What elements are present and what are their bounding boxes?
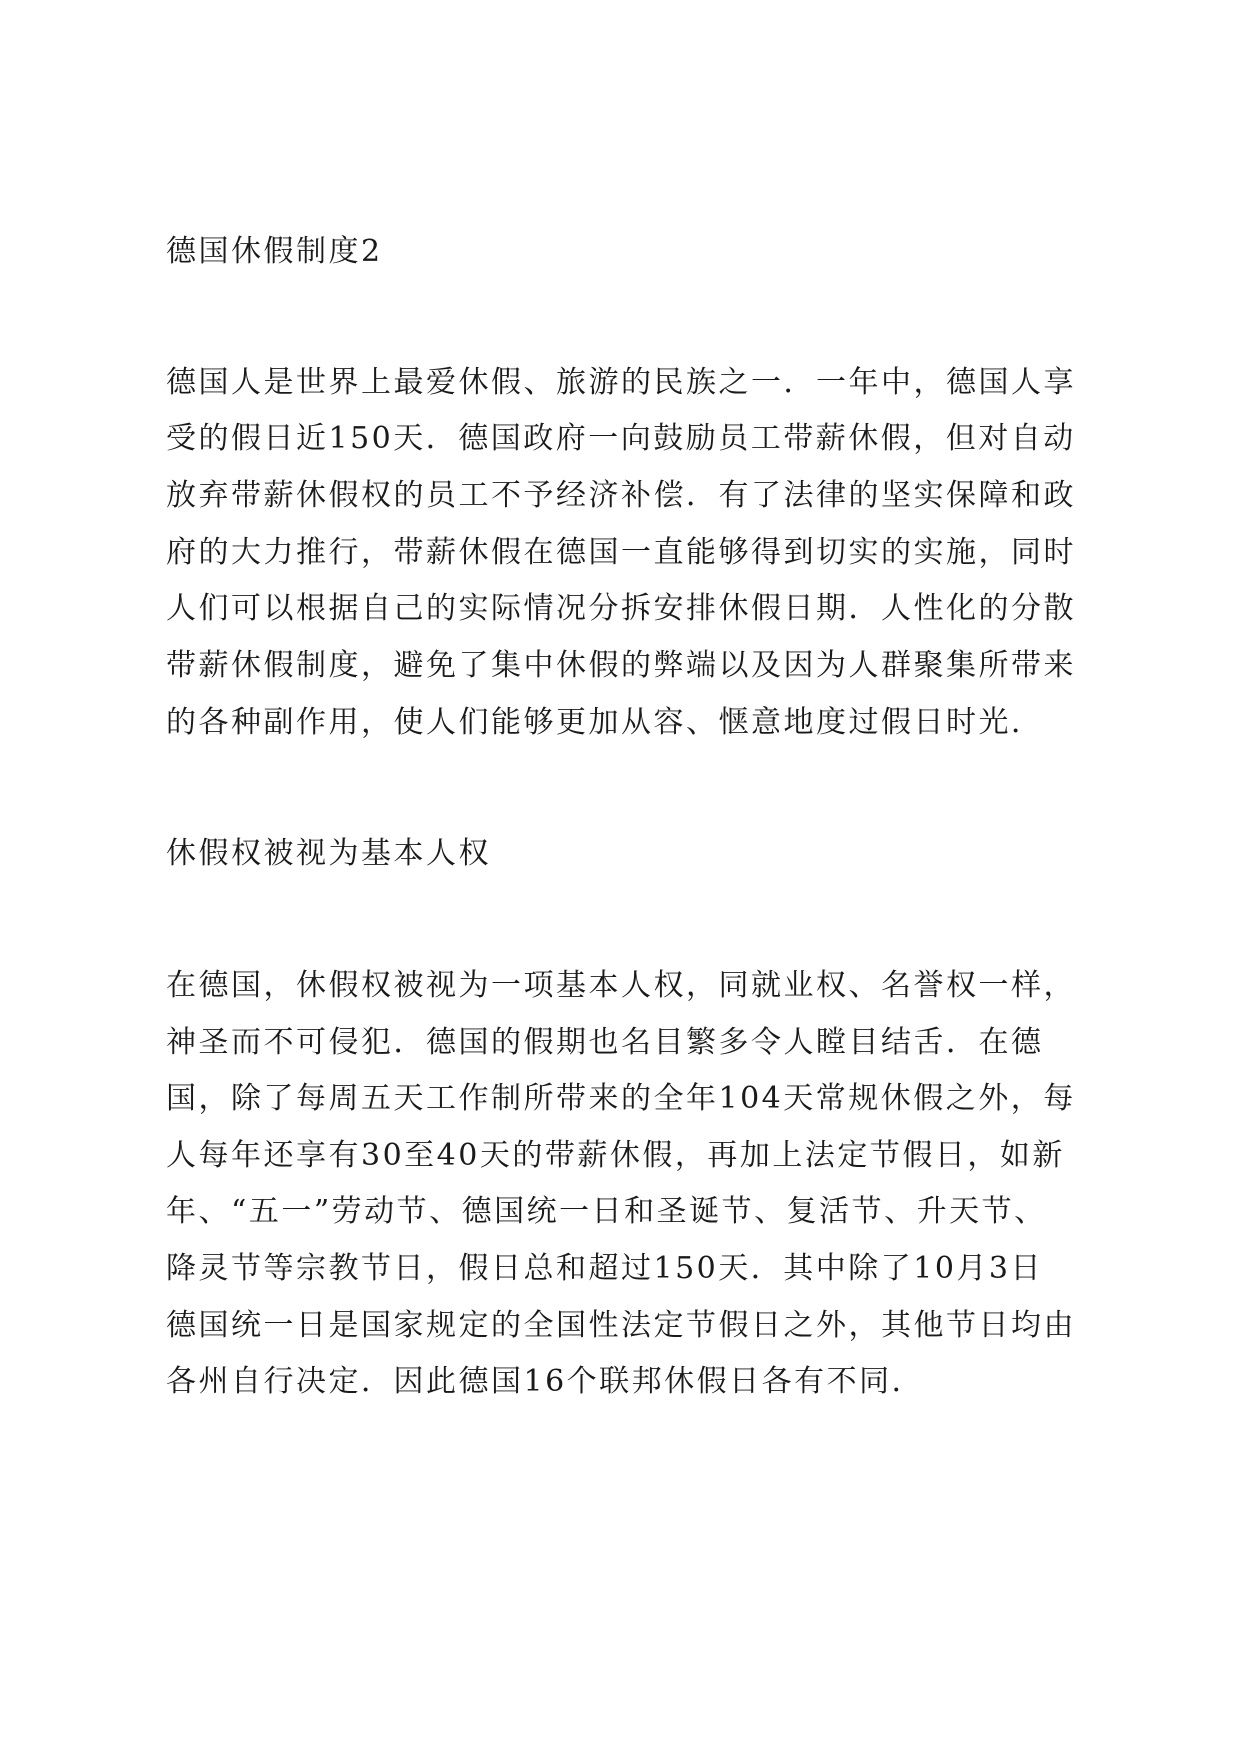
paragraph-line: 各州自行决定．因此德国16个联邦休假日各有不同．	[166, 1364, 925, 1399]
paragraph-line: 在德国，休假权被视为一项基本人权，同就业权、名誉权一样，	[166, 968, 1076, 1003]
paragraph-line: 的各种副作用，使人们能够更加从容、惬意地度过假日时光．	[166, 705, 1044, 740]
section-heading: 休假权被视为基本人权	[166, 836, 491, 871]
paragraph-line: 人每年还享有30至40天的带薪休假，再加上法定节假日，如新	[166, 1138, 1065, 1173]
paragraph-line: 德国人是世界上最爱休假、旅游的民族之一．一年中，德国人享	[166, 365, 1076, 400]
paragraph-line: 受的假日近150天．德国政府一向鼓励员工带薪休假，但对自动	[166, 421, 1076, 456]
paragraph-line: 神圣而不可侵犯．德国的假期也名目繁多令人瞠目结舌．在德	[166, 1025, 1044, 1060]
paragraph-line: 国，除了每周五天工作制所带来的全年104天常规休假之外，每	[166, 1081, 1076, 1116]
paragraph-line: 降灵节等宗教节日，假日总和超过150天．其中除了10月3日	[166, 1251, 1044, 1286]
paragraph-line: 人们可以根据自己的实际情况分拆安排休假日期．人性化的分散	[166, 591, 1076, 626]
paragraph-line: 府的大力推行，带薪休假在德国一直能够得到切实的实施，同时	[166, 535, 1076, 570]
paragraph-line: 年、“五一”劳动节、德国统一日和圣诞节、复活节、升天节、	[166, 1194, 1047, 1229]
document-title: 德国休假制度2	[166, 234, 383, 269]
paragraph-line: 带薪休假制度，避免了集中休假的弊端以及因为人群聚集所带来	[166, 648, 1076, 683]
paragraph-line: 放弃带薪休假权的员工不予经济补偿．有了法律的坚实保障和政	[166, 478, 1076, 513]
paragraph-line: 德国统一日是国家规定的全国性法定节假日之外，其他节日均由	[166, 1308, 1076, 1343]
